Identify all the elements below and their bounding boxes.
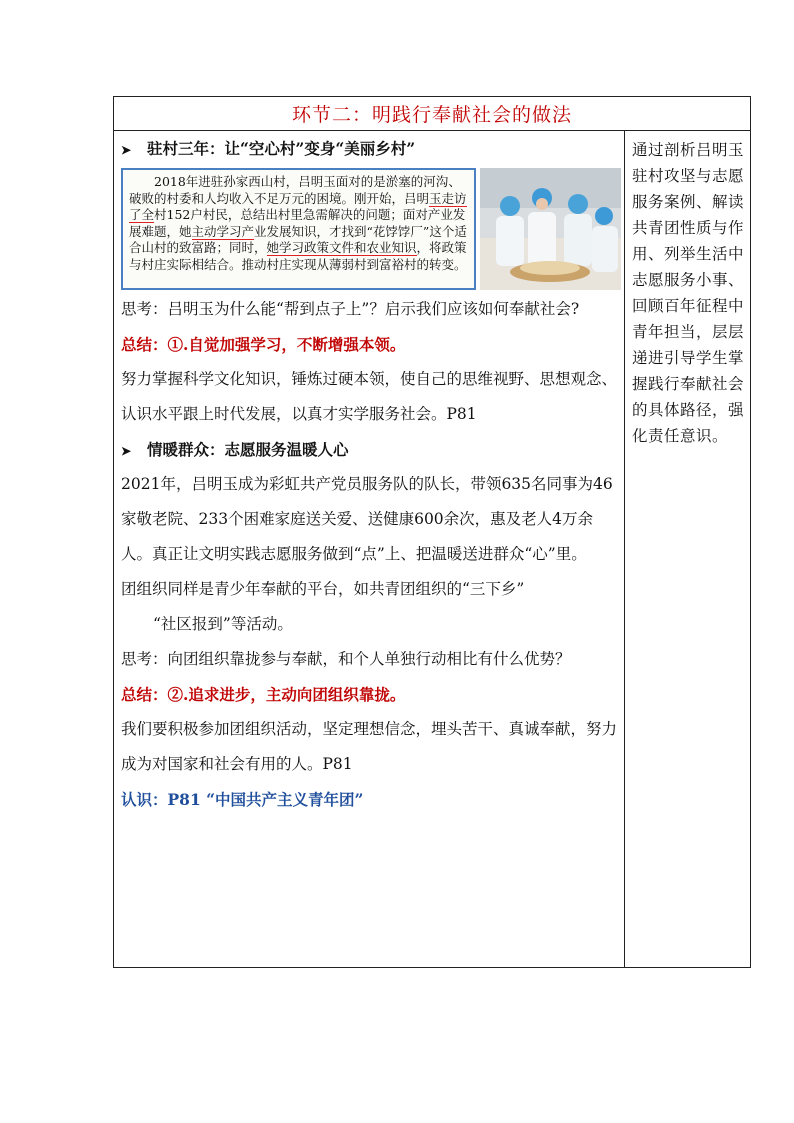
summary-2: 总结：②.追求进步，主动向团组织靠拢。 — [121, 685, 406, 704]
title-row — [114, 97, 750, 131]
case-figure — [121, 168, 618, 292]
summary-1: 总结：①.自觉加强学习，不断增强本领。 — [121, 335, 406, 354]
excerpt-scan — [121, 168, 476, 290]
arrow-bullet-icon: ➤ — [121, 143, 132, 157]
summary-2-body: 我们要积极参加团组织活动，坚定理想信念，埋头苦干、真诚奉献，努力成为对国家和社会有用的人。P81 — [121, 720, 618, 773]
org-platform-line-2: “社区报到”等活动。 — [153, 615, 293, 633]
photo-illustration — [480, 168, 621, 290]
design-intent-text: 通过剖析吕明玉驻村攻坚与志愿服务案例、解读共青团性质与作用、列举生活中志愿服务小事、回顾百年征程中青年担当，层层递进引导学生掌握践行奉献社会的具体路径，强化责任意识。 — [632, 141, 745, 445]
excerpt-text: 2018年进驻孙家西山村，吕明玉面对的是淤塞的河沟、破败的村委和人均收入不足万元的困境。刚开始，吕明玉走访了全村152户村民，总结出村里急需解决的问题；面对产业发展难题，她主动学习产业发展知识，才找到“花饽饽厂”这个适合山村的致富路；同时，她学习政策文件和农业知识，将政策与村庄实际相结合。推动村庄实现从薄弱村到富裕村的转变。 — [129, 174, 467, 272]
org-platform-line: 团组织同样是青少年奉献的平台，如共青团组织的“三下乡” — [121, 580, 525, 598]
section-title: 环节二：明践行奉献社会的做法 — [291, 104, 572, 126]
design-intent-cell — [625, 131, 750, 967]
think-question-2: 思考：向团组织靠拢参与奉献，和个人单独行动相比有什么优势？ — [121, 650, 571, 668]
section2-heading-text: 情暖群众：志愿服务温暖人心 — [147, 440, 349, 459]
section2-heading — [121, 432, 618, 467]
summary-1-body: 努力掌握科学文化知识，锤炼过硬本领，使自己的思维视野、思想观念、认识水平跟上时代发展，以真才实学服务社会。P81 — [121, 370, 618, 423]
recognize-line: 认识：P81 “中国共产主义青年团” — [121, 790, 364, 809]
volunteer-case: 2021年，吕明玉成为彩虹共产党员服务队的队长，带领635名同事为46家敬老院、233个困难家庭送关爱、送健康600余次，惠及老人4万余人。真正让文明实践志愿服务做到“点”上、把温暖送进群众“心”里。 — [121, 475, 613, 563]
lesson-table — [113, 96, 751, 968]
section1-heading-text: 驻村三年：让“空心村”变身“美丽乡村” — [147, 139, 416, 158]
main-content-cell — [114, 131, 625, 967]
volunteer-photo — [480, 168, 621, 290]
section1-heading — [121, 134, 618, 164]
arrow-bullet-icon: ➤ — [121, 444, 132, 458]
think-question-1: 思考：吕明玉为什么能“帮到点子上”？启示我们应该如何奉献社会? — [121, 300, 580, 318]
